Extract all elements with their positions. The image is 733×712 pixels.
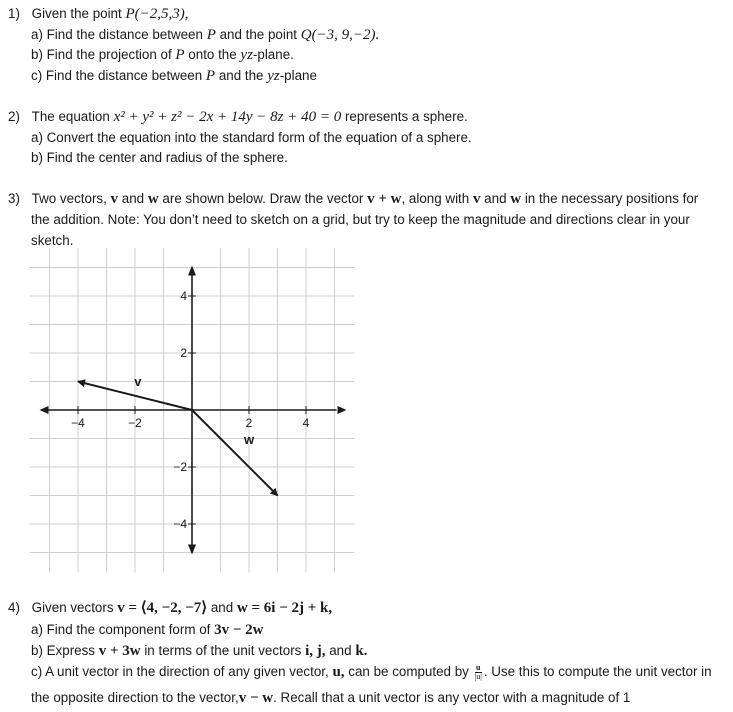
- q1-b-mid: onto the: [184, 47, 241, 62]
- q4-c-suffix: . Use this to compute the unit vector in: [483, 664, 712, 679]
- q4-a-expr: 3v − 2w: [214, 622, 264, 638]
- q4-part-a: [31, 621, 264, 639]
- q4-b-and: and: [325, 643, 356, 658]
- q4-b-expr: v + 3w: [98, 643, 141, 659]
- q1-c-mid: and the: [215, 68, 268, 83]
- vectors: [78, 374, 278, 496]
- q1-part-a: [31, 26, 379, 44]
- q3-line-2: the addition. Note: You don’t need to sketch on a grid, but try to keep the magnitude and directions clear in your: [31, 212, 690, 227]
- x-tick-label: 2: [245, 416, 253, 430]
- q1-c-plane: yz: [267, 68, 280, 84]
- q3-text-6: in the necessary positions for: [521, 191, 699, 206]
- q1-b-text: b) Find the projection of: [31, 47, 176, 62]
- q4-last-expr: v − w: [238, 690, 274, 706]
- q4-c-text: c) A unit vector in the direction of any given vector,: [31, 664, 333, 679]
- q2-stem: [8, 108, 468, 126]
- q1-stem-text: Given the point: [31, 6, 126, 21]
- q1-a-q: Q(−3, 9,−2).: [300, 27, 380, 43]
- q3-number: 3): [8, 191, 20, 206]
- q4-text-1: Given vectors: [31, 600, 118, 615]
- q4-last-line: [31, 689, 630, 707]
- x-tick-label: −4: [71, 416, 85, 430]
- q4-b-units: i, j,: [305, 643, 326, 659]
- q1-number: 1): [8, 6, 20, 21]
- q4-last-text: the opposite direction to the vector,: [31, 690, 239, 705]
- q4-part-c: [31, 663, 712, 681]
- unit-vector-fraction: [475, 664, 482, 681]
- q4-last-suffix: . Recall that a unit vector is any vector with a magnitude of 1: [273, 690, 631, 705]
- q4-number: 4): [8, 600, 20, 615]
- vector-w-label: w: [243, 432, 255, 447]
- q3-text-3: are shown below. Draw the vector: [158, 191, 368, 206]
- q4-w-def: w = 6i − 2j + k,: [236, 600, 333, 616]
- q2-equation: x² + y² + z² − 2x + 14y − 8z + 40 = 0: [113, 109, 342, 125]
- q3-text-5: and: [480, 191, 511, 206]
- q3-w: w: [147, 191, 159, 207]
- q4-a-text: a) Find the component form of: [31, 622, 215, 637]
- q1-a-mid: and the point: [215, 27, 301, 42]
- q1-b-suffix: -plane.: [252, 47, 294, 62]
- fraction-numerator: u: [475, 662, 481, 672]
- q4-b-mid: in terms of the unit vectors: [140, 643, 306, 658]
- q2-part-b: b) Find the center and radius of the sphere.: [31, 150, 288, 165]
- q2-stem-text: The equation: [31, 109, 114, 124]
- q3-text-4: , along with: [401, 191, 473, 206]
- x-axis-arrow-left: [40, 406, 49, 414]
- q1-part-c: [31, 67, 317, 85]
- q1-stem: [8, 5, 188, 23]
- q4-text-2: and: [207, 600, 237, 615]
- vector-graph: [24, 248, 364, 578]
- q1-c-p: P: [205, 68, 216, 84]
- q4-c-mid: can be computed by: [344, 664, 473, 679]
- q2-part-a: a) Convert the equation into the standard form of the equation of a sphere.: [31, 130, 472, 145]
- q3-w-2: w: [510, 191, 522, 207]
- q3-text-2: and: [118, 191, 148, 206]
- q1-b-plane: yz: [240, 47, 253, 63]
- q3-stem: [8, 190, 698, 208]
- y-tick-label: −4: [173, 517, 187, 531]
- q3-line-3: sketch.: [31, 233, 74, 248]
- x-tick-label: 4: [302, 416, 310, 430]
- q4-b-text: b) Express: [31, 643, 99, 658]
- q3-vw: v + w: [367, 191, 402, 207]
- q3-v-2: v: [472, 191, 481, 207]
- q1-b-p: P: [175, 47, 185, 63]
- x-axis-arrow-right: [338, 406, 347, 414]
- y-tick-label: 4: [180, 289, 187, 303]
- x-tick-label: −2: [128, 416, 142, 430]
- q1-c-suffix: -plane: [279, 68, 317, 83]
- q1-c-text: c) Find the distance between: [31, 68, 206, 83]
- q1-a-p: P: [206, 27, 216, 43]
- q3-text-1: Two vectors,: [31, 191, 111, 206]
- y-tick-label: 2: [180, 346, 187, 360]
- q2-stem-suffix: represents a sphere.: [341, 109, 468, 124]
- q1-point: P(−2,5,3),: [125, 6, 189, 22]
- q4-b-k: k.: [355, 643, 368, 659]
- q4-c-u: u,: [332, 664, 345, 680]
- q1-a-text: a) Find the distance between: [31, 27, 207, 42]
- q4-v-def: v = ⟨4, −2, −7⟩: [117, 600, 208, 616]
- q3-v: v: [110, 191, 119, 207]
- q4-stem: [8, 599, 332, 617]
- fraction-denominator: |u|: [474, 671, 482, 681]
- vector-v-label: v: [134, 373, 142, 389]
- q2-number: 2): [8, 109, 20, 124]
- vector-w: [192, 410, 278, 496]
- q4-part-b: [31, 642, 367, 660]
- q1-part-b: [31, 46, 294, 64]
- y-tick-label: −2: [173, 460, 187, 474]
